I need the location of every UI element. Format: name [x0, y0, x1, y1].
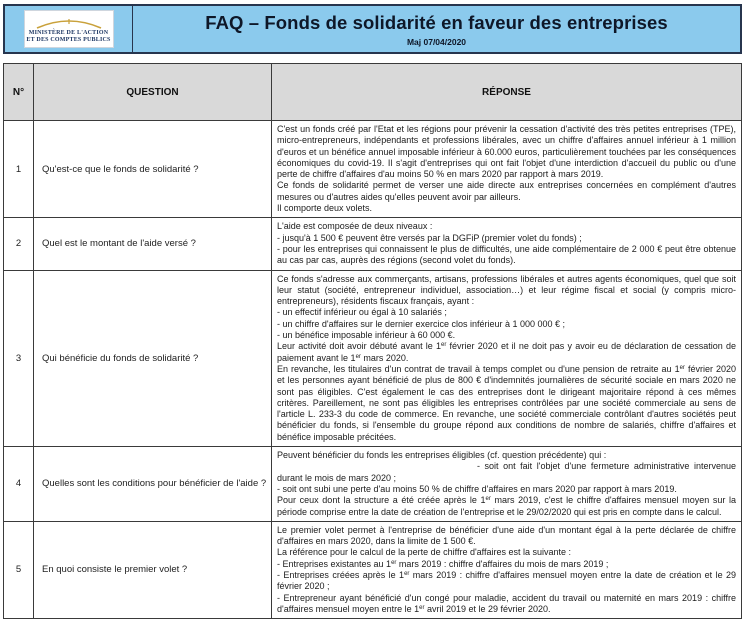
answer-paragraph: L'aide est composée de deux niveaux :	[277, 221, 433, 232]
answer-cell	[272, 218, 742, 270]
gold-arc-icon	[33, 16, 105, 29]
answer-paragraph: - Entrepreneur ayant bénéficié d'un congé pour maladie, accident du travail ou maternité en mars 2019 : chiffre d'affaires mensuel moyen entre le 1er avril 2019 et le 29 février 2020.	[277, 592, 736, 614]
answer-paragraph: - Entreprises existantes au 1er mars 2019 : chiffre d'affaires du mois de mars 2019 ;	[277, 558, 609, 569]
table-header-row	[4, 64, 742, 121]
answer-paragraph: Il comporte deux volets.	[277, 203, 373, 214]
question-cell: Qui bénéficie du fonds de solidarité ?	[34, 270, 272, 446]
answer-paragraph: La référence pour le calcul de la perte de chiffre d'affaires est la suivante :	[277, 547, 572, 558]
answer-paragraph: En revanche, les titulaires d'un contrat de travail à temps complet ou d'une pension de retraite au 1er février 2020 et les personnes ayant bénéficié de plus de 800 € d'indemnités journalières de sécurité sociale en mars 2020 ne sont pas éligibles. C'est également le cas des entreprises dont le dirigeant majoritaire répond à ces mêmes critères. Pareillement, ne sont pas éligibles les entreprises contrôlées par une société commerciale au sens de l'article L. 233-3 du code de commerce. En revanche, une société commerciale contrôlant d'autres sociétés peut bénéficier du fonds, si l'ensemble du groupe répond aux conditions de nombre de salariés, chiffre d'affaires et bénéfice imposable précitées.	[277, 363, 736, 442]
answer-paragraph: - soit ont fait l'objet d'une fermeture administrative intervenue durant le mois de mars 2020 ;	[277, 461, 736, 483]
table-row	[4, 121, 742, 218]
update-date: Maj 07/04/2020	[406, 36, 467, 47]
row-number: 1	[4, 121, 34, 218]
column-header-question: QUESTION	[34, 64, 272, 121]
answer-paragraph: - Entreprises créées après le 1er mars 2019 : chiffre d'affaires mensuel moyen entre la date de création et le 29 février 2020 ;	[277, 569, 736, 592]
table-row	[4, 218, 742, 270]
row-number: 2	[4, 218, 34, 270]
answer-paragraph: Ce fonds de solidarité permet de verser une aide directe aux entreprises concernées en complément d'autres mesures ou d'autres aides qu'elles peuvent avoir par ailleurs.	[277, 180, 736, 202]
answer-paragraph: Ce fonds s'adresse aux commerçants, artisans, professions libérales et autres agents économiques, quel que soit leur statut (société, entrepreneur individuel, association…) et leur régime fiscal et social (y compris micro-entrepreneurs), résidents fiscaux français, ayant :	[277, 273, 736, 307]
answer-paragraph: - un bénéfice imposable inférieur à 60 000 €.	[277, 330, 456, 341]
question-cell: En quoi consiste le premier volet ?	[34, 521, 272, 618]
document-header-banner	[3, 4, 742, 54]
answer-paragraph: Peuvent bénéficier du fonds les entreprises éligibles (cf. question précédente) qui :	[277, 450, 607, 461]
answer-cell	[272, 121, 742, 218]
ministry-name-line1: MINISTÈRE DE L'ACTION	[28, 29, 109, 36]
row-number: 4	[4, 447, 34, 522]
question-cell: Qu'est-ce que le fonds de solidarité ?	[34, 121, 272, 218]
ministry-logo-cell	[5, 6, 133, 52]
answer-paragraph: - un effectif inférieur ou égal à 10 salariés ;	[277, 307, 447, 318]
answer-paragraph: - jusqu'à 1 500 € peuvent être versés par la DGFiP (premier volet du fonds) ;	[277, 232, 582, 243]
page-title: FAQ – Fonds de solidarité en faveur des entreprises	[205, 11, 668, 33]
answer-cell	[272, 270, 742, 446]
answer-paragraph: Pour ceux dont la structure a été créée après le 1er mars 2019, c'est le chiffre d'affaires mensuel moyen sur la période comprise entre la date de création de l'entreprise et le 29/02/2020 qui est pris en compte dans le calcul.	[277, 495, 736, 517]
faq-table	[3, 63, 742, 619]
answer-paragraph: - pour les entreprises qui connaissent le plus de difficultés, une aide complémentaire de 2 000 € peut être obtenue au cas par cas, auprès des régions (second volet du fonds).	[277, 243, 736, 266]
row-number: 5	[4, 521, 34, 618]
answer-paragraph: Leur activité doit avoir débuté avant le 1er février 2020 et il ne doit pas y avoir eu de déclaration de cessation de paiement avant le 1er mars 2020.	[277, 341, 736, 363]
ministry-logo	[24, 10, 114, 48]
title-cell	[133, 6, 740, 52]
table-row	[4, 447, 742, 522]
question-cell: Quelles sont les conditions pour bénéficier de l'aide ?	[34, 447, 272, 522]
ministry-name-line2: ET DES COMPTES PUBLICS	[26, 36, 111, 43]
answer-cell	[272, 521, 742, 618]
answer-paragraph: Le premier volet permet à l'entreprise de bénéficier d'une aide d'un montant égal à la perte déclarée de chiffre d'affaires en mars 2020, dans la limite de 1 500 €.	[277, 524, 736, 547]
table-row	[4, 521, 742, 618]
row-number: 3	[4, 270, 34, 446]
answer-cell	[272, 447, 742, 522]
answer-paragraph: - un chiffre d'affaires sur le dernier exercice clos inférieur à 1 000 000 € ;	[277, 318, 566, 329]
answer-paragraph: - soit ont subi une perte d'au moins 50 % de chiffre d'affaires en mars 2020 par rapport à mars 2019.	[277, 483, 677, 494]
question-cell: Quel est le montant de l'aide versé ?	[34, 218, 272, 270]
table-row	[4, 270, 742, 446]
answer-paragraph: C'est un fonds créé par l'Etat et les régions pour prévenir la cessation d'activité des très petites entreprises (TPE), micro-entrepreneurs, indépendants et professions libérales, avec un chiffre d'affaires annuel inférieur à 1 million d'euros et un bénéfice annuel imposable inférieur à 60.000 euros, particulièrement touchées par les conséquences économiques du covid-19. Il s'agit d'entreprises qui ont fait l'objet d'une interdiction d'accueil du public ou d'une perte de chiffre d'affaires d'au moins 50 % en mars 2020 par rapport à mars 2019.	[277, 124, 736, 180]
column-header-reponse: RÉPONSE	[272, 64, 742, 121]
column-header-num: N°	[4, 64, 34, 121]
